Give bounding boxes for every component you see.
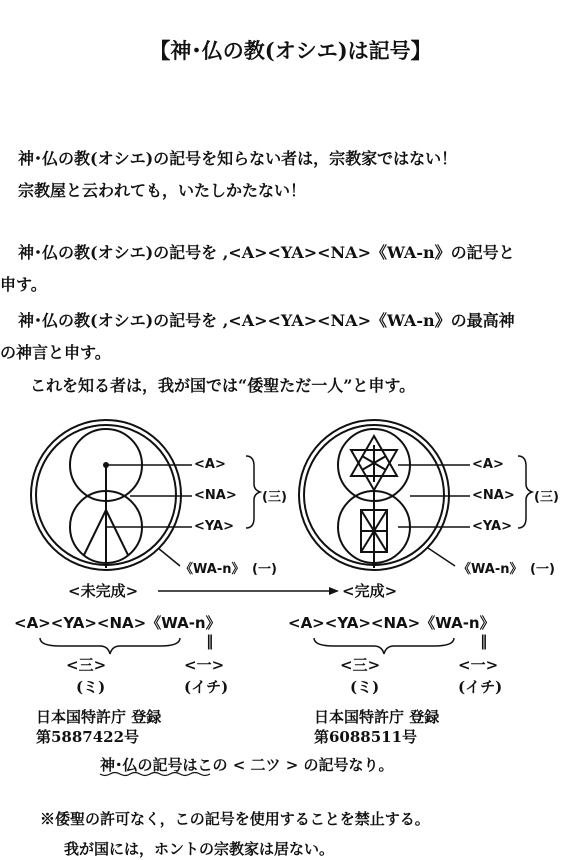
left-label-one: (一) [252, 562, 277, 577]
paragraph-5: これを知る者は，我が国では“倭聖ただ一人”と申す。 [30, 376, 416, 395]
incomplete-sequence: <A><YA><NA>《WA-n》 [14, 614, 221, 632]
paragraph-4: 神･仏の教(オシエ)の記号を ,<A><YA><NA>《WA-n》の最高神 [18, 311, 515, 330]
complete-sequence: <A><YA><NA>《WA-n》 [288, 614, 495, 632]
registration-office-1: 日本国特許庁 登録 [36, 708, 162, 726]
right-label-ya: <YA> [472, 519, 513, 534]
left-label-wan: 《WA-n》 [180, 562, 245, 577]
paragraph-1: 神･仏の教(オシエ)の記号を知らない者は，宗教家ではない！ [18, 149, 458, 168]
right-label-wan: 《WA-n》 [458, 562, 523, 577]
registration-number-1: 第5887422号 [36, 728, 140, 746]
paragraph-4-cont: の神言と申す。 [0, 343, 111, 362]
left-label-a: <A> [194, 457, 226, 472]
right-ichi-bracket: <一> [458, 656, 499, 674]
right-san-bracket: <三> [340, 656, 381, 674]
left-mi-label: (ミ) [76, 678, 106, 696]
paragraph-3: 神･仏の教(オシエ)の記号を ,<A><YA><NA>《WA-n》の記号と [18, 243, 515, 262]
right-label-na: <NA> [472, 488, 515, 503]
left-label-three: (三) [262, 490, 287, 505]
registration-number-2: 第6088511号 [314, 728, 418, 746]
right-equals-mark: ‖ [480, 632, 488, 650]
right-label-three: (三) [534, 490, 559, 505]
left-ichi-bracket: <一> [184, 656, 225, 674]
right-mi-label: (ミ) [350, 678, 380, 696]
paragraph-2: 宗教屋と云われても，いたしかたない！ [18, 181, 307, 200]
footer-statement [100, 754, 394, 775]
left-san-bracket: <三> [66, 656, 107, 674]
right-ichi-label: (イチ) [458, 678, 503, 696]
left-label-ya: <YA> [194, 519, 235, 534]
complete-symbol-graphic [299, 420, 449, 570]
left-ichi-label: (イチ) [184, 678, 229, 696]
left-equals-mark: ‖ [206, 632, 214, 650]
right-label-a: <A> [472, 457, 504, 472]
footer-warning: ※倭聖の許可なく，この記号を使用することを禁止する。 [40, 810, 430, 828]
footer-closing: 我が国には，ホントの宗教家は居ない。 [64, 840, 335, 858]
paragraph-3-cont: 申す。 [0, 275, 47, 294]
footer-statement-rest: はこの < 二ツ > の記号なり。 [182, 756, 394, 774]
right-label-one: (一) [530, 562, 555, 577]
complete-label: <完成> [342, 582, 398, 600]
footer-statement-underlined: 神･仏の記号 [100, 756, 183, 774]
incomplete-label: <未完成> [68, 582, 139, 600]
page-title: 【神･仏の教(オシエ)は記号】 [149, 38, 432, 63]
registration-office-2: 日本国特許庁 登録 [314, 708, 440, 726]
left-label-na: <NA> [194, 488, 237, 503]
